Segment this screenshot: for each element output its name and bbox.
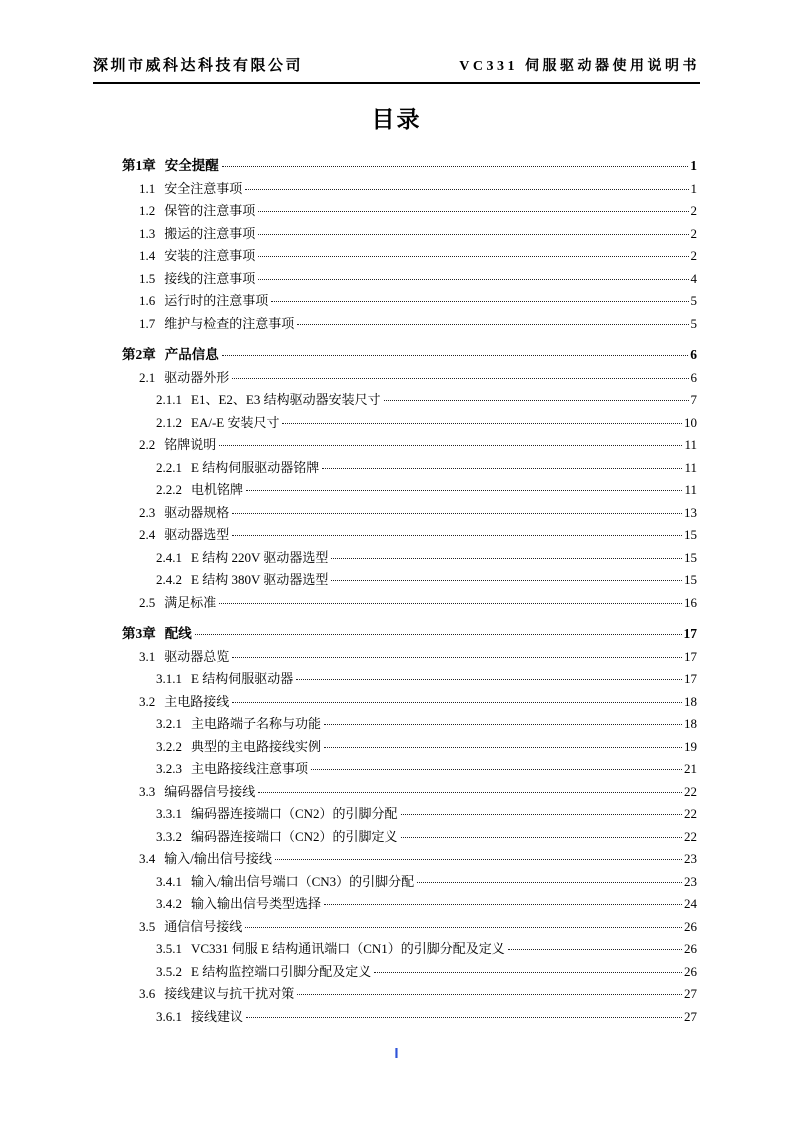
toc-entry-page: 27 bbox=[684, 986, 697, 1001]
toc-entry-page: 6 bbox=[690, 369, 697, 385]
toc-entry-page: 11 bbox=[684, 482, 697, 497]
toc-dot-leader bbox=[311, 769, 682, 770]
toc-entry-label: EA/-E 安装尺寸 bbox=[191, 414, 280, 430]
toc-entry-label: E 结构监控端口引脚分配及定义 bbox=[191, 963, 372, 979]
toc-entry bbox=[122, 623, 697, 646]
toc-entry-label: 编码器信号接线 bbox=[164, 783, 256, 799]
toc-entry-number: 3.2.3 bbox=[156, 761, 182, 776]
toc-entry-label: E1、E2、E3 结构驱动器安装尺寸 bbox=[191, 392, 381, 407]
toc-entry-label: 维护与检查的注意事项 bbox=[164, 315, 295, 331]
toc-entry bbox=[122, 1006, 697, 1029]
toc-list bbox=[93, 155, 700, 1028]
toc-dot-leader bbox=[322, 468, 682, 469]
toc-dot-leader bbox=[297, 994, 682, 995]
toc-entry-number: 3.2.2 bbox=[156, 738, 182, 754]
toc-entry-number: 1.6 bbox=[139, 293, 156, 308]
toc-entry-page: 18 bbox=[684, 716, 697, 731]
toc-entry bbox=[122, 758, 697, 781]
toc-entry-page: 18 bbox=[684, 693, 697, 709]
toc-dot-leader bbox=[232, 513, 682, 514]
toc-entry-label: 运行时的注意事项 bbox=[164, 293, 269, 308]
toc-entry-label: 驱动器选型 bbox=[164, 527, 230, 542]
toc-entry bbox=[122, 313, 697, 336]
toc-entry-number: 3.2.1 bbox=[156, 716, 182, 731]
toc-dot-leader bbox=[219, 603, 682, 604]
toc-entry-page: 26 bbox=[684, 963, 697, 979]
toc-entry-number: 2.5 bbox=[139, 594, 156, 610]
toc-entry-number: 1.7 bbox=[139, 315, 156, 331]
toc-entry bbox=[122, 268, 697, 291]
toc-entry-page: 26 bbox=[684, 918, 697, 934]
toc-entry-number: 3.4.1 bbox=[156, 873, 182, 889]
toc-entry-number: 3.3.2 bbox=[156, 828, 182, 844]
toc-entry-label: E 结构 220V 驱动器选型 bbox=[191, 549, 329, 565]
toc-entry-label: 输入输出信号类型选择 bbox=[191, 896, 322, 911]
toc-entry bbox=[122, 290, 697, 313]
toc-entry-page: 7 bbox=[690, 392, 697, 407]
page-title: 目录 bbox=[371, 107, 422, 132]
toc-entry-label: 输入/输出信号接线 bbox=[164, 851, 272, 866]
toc-entry-number: 2.1.1 bbox=[156, 392, 182, 407]
toc-entry-number: 3.5.2 bbox=[156, 963, 182, 979]
toc-entry-page: 13 bbox=[684, 504, 697, 520]
toc-entry-page: 22 bbox=[684, 828, 697, 844]
toc-entry-number: 第3章 bbox=[122, 626, 156, 641]
toc-entry-page: 19 bbox=[684, 738, 697, 754]
toc-entry bbox=[122, 434, 697, 457]
toc-entry bbox=[122, 691, 697, 714]
toc-entry-page: 11 bbox=[684, 459, 697, 475]
toc-entry-page: 23 bbox=[684, 851, 697, 866]
toc-entry-page: 16 bbox=[684, 594, 697, 610]
toc-entry bbox=[122, 178, 697, 201]
toc-entry bbox=[122, 961, 697, 984]
toc-dot-leader bbox=[232, 702, 682, 703]
toc-dot-leader bbox=[232, 535, 682, 536]
toc-dot-leader bbox=[245, 927, 682, 928]
toc-entry-number: 2.3 bbox=[139, 504, 156, 520]
toc-entry-number: 3.1 bbox=[139, 648, 156, 664]
toc-entry bbox=[122, 871, 697, 894]
toc-dot-leader bbox=[275, 859, 682, 860]
toc-entry-page: 2 bbox=[690, 248, 697, 263]
toc-entry-number: 1.5 bbox=[139, 270, 156, 286]
toc-entry-label: 接线建议 bbox=[191, 1008, 244, 1024]
toc-entry bbox=[122, 344, 697, 367]
toc-entry-number: 2.4.1 bbox=[156, 549, 182, 565]
toc-entry-page: 1 bbox=[690, 158, 697, 173]
toc-entry-number: 3.2 bbox=[139, 693, 156, 709]
toc-entry-label: 铭牌说明 bbox=[164, 437, 217, 452]
toc-entry-label: 编码器连接端口（CN2）的引脚分配 bbox=[191, 806, 398, 821]
toc-entry-label: E 结构伺服驱动器铭牌 bbox=[191, 459, 320, 475]
toc-entry-page: 24 bbox=[684, 896, 697, 911]
toc-dot-leader bbox=[384, 400, 689, 401]
toc-entry-label: 保管的注意事项 bbox=[164, 203, 256, 218]
toc-dot-leader bbox=[324, 747, 682, 748]
toc-entry-label: E 结构 380V 驱动器选型 bbox=[191, 572, 329, 587]
toc-entry-label: 主电路接线注意事项 bbox=[191, 761, 309, 776]
toc-entry-number: 3.1.1 bbox=[156, 671, 182, 686]
toc-entry-number: 3.6 bbox=[139, 986, 156, 1001]
toc-entry-number: 3.4.2 bbox=[156, 896, 182, 911]
toc-dot-leader bbox=[222, 355, 689, 356]
toc-entry-number: 3.3 bbox=[139, 783, 156, 799]
toc-entry-label: VC331 伺服 E 结构通讯端口（CN1）的引脚分配及定义 bbox=[191, 941, 505, 956]
toc-entry-page: 2 bbox=[690, 203, 697, 218]
toc-entry-label: 主电路接线 bbox=[164, 693, 230, 709]
toc-entry-page: 15 bbox=[684, 527, 697, 542]
toc-entry-number: 3.6.1 bbox=[156, 1008, 182, 1024]
toc-entry-page: 22 bbox=[684, 806, 697, 821]
toc-entry bbox=[122, 547, 697, 570]
toc-entry-label: 驱动器外形 bbox=[164, 369, 230, 385]
toc-entry-label: 典型的主电路接线实例 bbox=[191, 738, 322, 754]
toc-dot-leader bbox=[258, 279, 688, 280]
toc-dot-leader bbox=[271, 301, 688, 302]
toc-entry-page: 1 bbox=[690, 180, 697, 196]
toc-entry-number: 第2章 bbox=[122, 347, 156, 362]
toc-entry bbox=[122, 569, 697, 592]
toc-entry-label: 主电路端子名称与功能 bbox=[191, 716, 322, 731]
toc-entry-page: 11 bbox=[684, 437, 697, 452]
toc-entry-label: 编码器连接端口（CN2）的引脚定义 bbox=[191, 828, 398, 844]
toc-entry-label: 搬运的注意事项 bbox=[164, 225, 256, 241]
page-number: I bbox=[394, 1045, 399, 1062]
toc-entry-page: 10 bbox=[684, 414, 697, 430]
toc-entry-number: 第1章 bbox=[122, 158, 156, 173]
toc-entry-label: 产品信息 bbox=[164, 347, 219, 362]
toc-entry-page: 5 bbox=[690, 315, 697, 331]
toc-entry-number: 1.3 bbox=[139, 225, 156, 241]
toc-entry-label: 接线建议与抗干扰对策 bbox=[164, 986, 295, 1001]
toc-dot-leader bbox=[258, 792, 682, 793]
toc-entry-label: 配线 bbox=[164, 626, 192, 641]
toc-entry bbox=[122, 668, 697, 691]
toc-entry-number: 2.1.2 bbox=[156, 414, 182, 430]
toc-dot-leader bbox=[331, 580, 682, 581]
toc-entry bbox=[122, 245, 697, 268]
toc-entry-number: 1.1 bbox=[139, 180, 156, 196]
toc-entry-number: 1.2 bbox=[139, 203, 156, 218]
toc-entry-label: 安全注意事项 bbox=[164, 180, 243, 196]
toc-entry bbox=[122, 200, 697, 223]
toc-entry bbox=[122, 155, 697, 178]
toc-entry-number: 2.4 bbox=[139, 527, 156, 542]
toc-entry-number: 2.2 bbox=[139, 437, 156, 452]
toc-entry bbox=[122, 781, 697, 804]
toc-dot-leader bbox=[219, 445, 682, 446]
toc-entry-label: 满足标准 bbox=[164, 594, 217, 610]
toc-dot-leader bbox=[417, 882, 682, 883]
toc-dot-leader bbox=[258, 211, 688, 212]
toc-entry-label: 安装的注意事项 bbox=[164, 248, 256, 263]
toc-entry-number: 1.4 bbox=[139, 248, 156, 263]
toc-dot-leader bbox=[232, 378, 688, 379]
toc-entry-number: 3.5 bbox=[139, 918, 156, 934]
toc-entry bbox=[122, 592, 697, 615]
toc-entry bbox=[122, 479, 697, 502]
toc-entry bbox=[122, 983, 697, 1006]
toc-entry-number: 2.4.2 bbox=[156, 572, 182, 587]
toc-entry-page: 26 bbox=[684, 941, 697, 956]
toc-dot-leader bbox=[401, 837, 682, 838]
toc-entry-page: 17 bbox=[683, 626, 697, 641]
toc-entry bbox=[122, 893, 697, 916]
toc-dot-leader bbox=[222, 166, 689, 167]
toc-dot-leader bbox=[296, 679, 682, 680]
toc-dot-leader bbox=[245, 189, 688, 190]
toc-entry bbox=[122, 803, 697, 826]
toc-entry-page: 17 bbox=[684, 671, 697, 686]
toc-entry-page: 22 bbox=[684, 783, 697, 799]
toc-entry-number: 2.2.1 bbox=[156, 459, 182, 475]
toc-entry bbox=[122, 646, 697, 669]
toc-entry bbox=[122, 916, 697, 939]
toc-entry-number: 3.3.1 bbox=[156, 806, 182, 821]
document-title: VC331 伺服驱动器使用说明书 bbox=[459, 59, 700, 74]
toc-entry bbox=[122, 826, 697, 849]
toc-dot-leader bbox=[232, 657, 682, 658]
toc-entry bbox=[122, 524, 697, 547]
toc-entry bbox=[122, 502, 697, 525]
toc-entry-page: 4 bbox=[690, 270, 697, 286]
toc-entry bbox=[122, 412, 697, 435]
toc-dot-leader bbox=[258, 234, 688, 235]
toc-dot-leader bbox=[246, 490, 682, 491]
toc-dot-leader bbox=[374, 972, 682, 973]
toc-dot-leader bbox=[324, 724, 682, 725]
toc-dot-leader bbox=[508, 949, 682, 950]
toc-dot-leader bbox=[258, 256, 688, 257]
toc-entry-label: 接线的注意事项 bbox=[164, 270, 256, 286]
toc-dot-leader bbox=[331, 558, 682, 559]
toc-entry-page: 5 bbox=[690, 293, 697, 308]
toc-entry bbox=[122, 938, 697, 961]
toc-entry-page: 6 bbox=[690, 347, 697, 362]
toc-entry-number: 3.5.1 bbox=[156, 941, 182, 956]
toc-dot-leader bbox=[297, 324, 688, 325]
toc-dot-leader bbox=[282, 423, 682, 424]
toc-entry-label: 驱动器规格 bbox=[164, 504, 230, 520]
toc-entry-number: 2.1 bbox=[139, 369, 156, 385]
toc-dot-leader bbox=[246, 1017, 682, 1018]
toc-entry-label: E 结构伺服驱动器 bbox=[191, 671, 294, 686]
toc-dot-leader bbox=[195, 634, 682, 635]
toc-entry-page: 2 bbox=[690, 225, 697, 241]
toc-entry-page: 17 bbox=[684, 648, 697, 664]
toc-entry bbox=[122, 389, 697, 412]
toc-entry-label: 输入/输出信号端口（CN3）的引脚分配 bbox=[191, 873, 415, 889]
toc-entry bbox=[122, 367, 697, 390]
document-header bbox=[93, 54, 700, 84]
toc-dot-leader bbox=[324, 904, 682, 905]
toc-entry-page: 15 bbox=[684, 549, 697, 565]
toc-entry-label: 驱动器总览 bbox=[164, 648, 230, 664]
toc-dot-leader bbox=[401, 814, 682, 815]
toc-entry bbox=[122, 848, 697, 871]
company-name: 深圳市威科达科技有限公司 bbox=[93, 58, 304, 74]
toc-entry bbox=[122, 736, 697, 759]
toc-entry-number: 2.2.2 bbox=[156, 482, 182, 497]
toc-entry-number: 3.4 bbox=[139, 851, 156, 866]
toc-entry-label: 电机铭牌 bbox=[191, 482, 244, 497]
toc-entry-label: 安全提醒 bbox=[164, 158, 219, 173]
toc-entry bbox=[122, 457, 697, 480]
toc-entry bbox=[122, 223, 697, 246]
toc-entry-page: 23 bbox=[684, 873, 697, 889]
toc-entry-label: 通信信号接线 bbox=[164, 918, 243, 934]
toc-entry-page: 15 bbox=[684, 572, 697, 587]
toc-entry-page: 21 bbox=[684, 761, 697, 776]
toc-entry bbox=[122, 713, 697, 736]
toc-entry-page: 27 bbox=[684, 1008, 697, 1024]
